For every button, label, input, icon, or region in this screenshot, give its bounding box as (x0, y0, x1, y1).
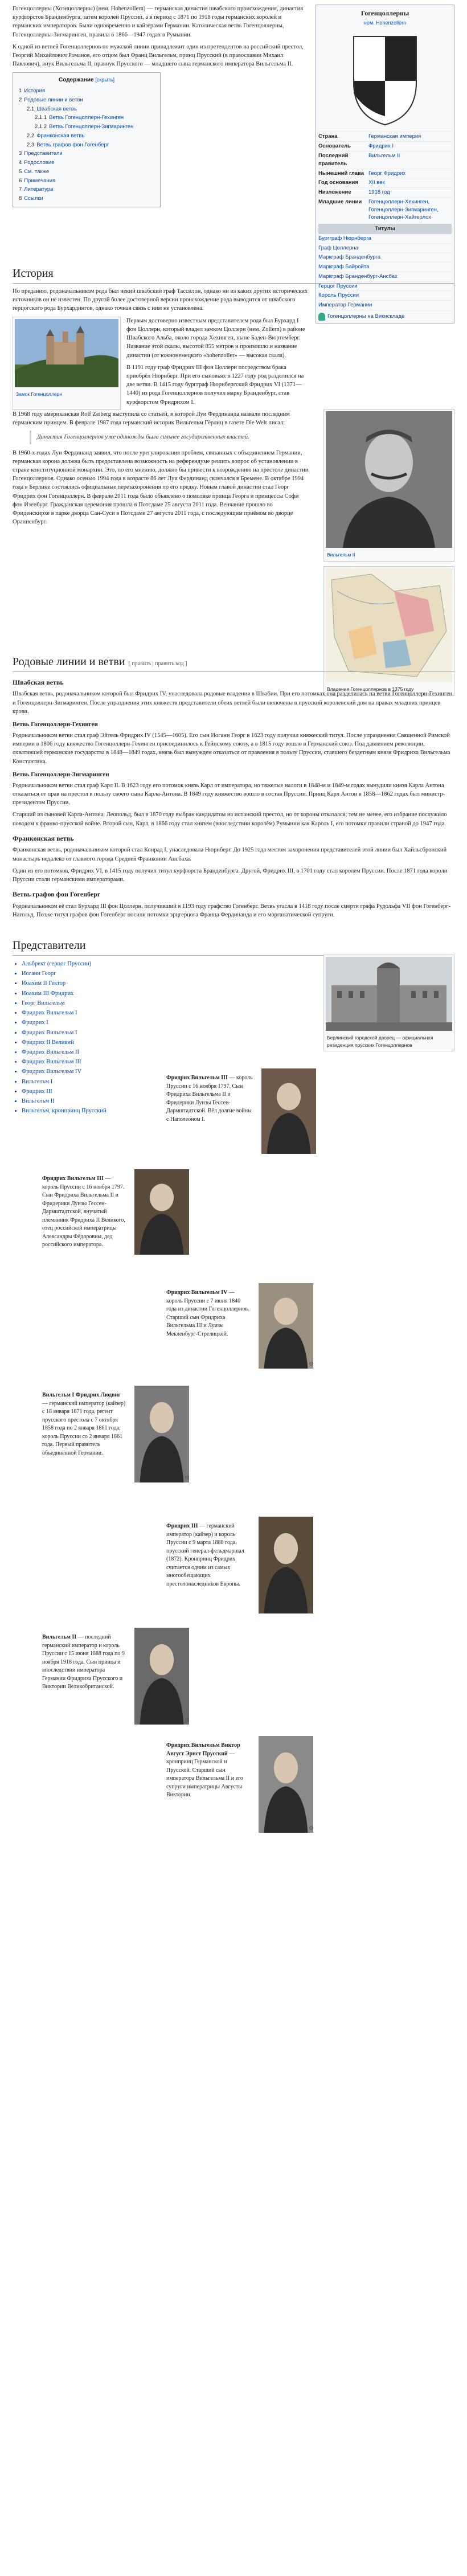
enlarge-icon[interactable]: ⚙ (312, 1146, 317, 1153)
toc-item[interactable] (19, 194, 154, 203)
representative-link[interactable]: • Вильгельм I (22, 1077, 249, 1087)
infobox-row-value[interactable]: Георг Фридрих (368, 170, 406, 177)
toc-item-number: 2.1.2 (35, 124, 47, 130)
toc-item[interactable] (19, 105, 154, 114)
portrait-name: Фридрих Вильгельм Виктор Август Эрнст Прусский (166, 1742, 240, 1757)
portrait-name: Фридрих Вильгельм III (42, 1176, 104, 1182)
toc-item[interactable] (19, 149, 154, 158)
toc-item[interactable] (19, 87, 154, 96)
infobox-title-item[interactable]: Император Германии (318, 301, 452, 310)
castle-caption: Замок Гогенцоллерн (16, 391, 62, 397)
portrait-description: — король Пруссии с 16 ноября 1797. Сын Фридриха Вильгельма II и Фридерики Луизы Гессен-Дармштадтской. Вёл долгие войны с Наполеоном I. (166, 1075, 253, 1123)
infobox-row-key: Нынешний глава (318, 170, 364, 177)
infobox-row (318, 132, 452, 141)
intro-paragraph: К одной из ветвей Гогенцоллернов по мужской линии принадлежит один из претендентов на российский престол, Георгий Михайлович Романов, его отцом был Франц Вильгельм, принц Прусский (в православии Михаил Павлович), внук Вильгельма II, правнук Прусского — младшего сына германского императора Вильгельма II. (13, 43, 304, 68)
enlarge-icon[interactable]: ⚙ (185, 1247, 190, 1254)
swabian-paragraph: Швабская ветвь, родоначальником которой был Фридрих IV, унаследовала родовые владения в Швабии. При его потомках она разделилась на ветви Гогенцоллерн-Гехинген и Гогенцоллерн-Зигмаринген. После упразднения этих княжеств представители обеих ветвей были включены в прусский королевский дом на правах младших принцев крови. (13, 691, 453, 715)
portrait-text (166, 1289, 252, 1338)
wilhelm-portrait (326, 411, 452, 548)
representative-link[interactable]: • Иоахим II Гектор (22, 978, 249, 988)
portrait-text (166, 1742, 252, 1800)
toc-item-label: История (24, 88, 46, 95)
infobox-row-value[interactable]: XII век (368, 179, 385, 186)
history-paragraph: Первым достоверно известным представителем рода был Бурхард I фон Цоллерн, который владел замком Цоллерн (нем. Zollern) в районе Швабского Альба, около города Хехинген, ныне Баден-Вюртемберг. Название этой скалы, высотой 855 метров и произошло и название династии (от южнонемецкого «hohenzoller» — высокая скала). (126, 317, 305, 359)
toc-item[interactable] (19, 96, 154, 105)
portrait-description: — германский император (кайзер) с 18 января 1871 года, регент прусского престола с 7 октября 1858 года по 2 января 1861 года, король Пруссии со 2 января 1861 года. Первый правитель объединённой Германии. (42, 1400, 126, 1456)
portrait-card[interactable] (166, 1517, 318, 1613)
portrait-description: — кронпринц Германской и Прусской. Старший сын императора Вильгельма II и его супруги императрицы Августы Виктории. (166, 1750, 243, 1798)
representative-link[interactable]: • Фридрих Вильгельм I (22, 1028, 249, 1038)
toc-item[interactable] (19, 132, 154, 141)
portrait-name: Фридрих Вильгельм IV (166, 1289, 228, 1296)
portrait-name: Вильгельм I Фридрих Людвиг (42, 1392, 121, 1398)
infobox-row-key: Страна (318, 133, 338, 140)
toc-item-label: Примечания (24, 177, 56, 184)
portrait-text (42, 1633, 128, 1692)
infobox-row-key: Последний правитель (318, 152, 349, 167)
portrait-card[interactable] (42, 1169, 194, 1255)
portrait-description: — король Пруссии с 7 июня 1840 года из династии Гогенцоллернов. Старший сын Фридриха Вильгельма III и Луизы Мекленбург-Стрелицкой. (166, 1289, 249, 1337)
palace-image (326, 957, 452, 1031)
history-paragraph: В 1191 году граф Фридрих III фон Цоллерн посредством брака приобрёл Нюрнберг. При его сыновьях в 1227 году род разделился на две ветви. В 1415 году бургграф Нюрнбергский Фридрих VI (1371—1440) из рода Гогенцоллернов получил марку Бранденбург, став курфюрстом Фридрихом I. (126, 364, 304, 406)
toc-item-label: Ветвь графов фон Гогенберг (36, 141, 109, 148)
lines-heading: Родовые линии и ветви (13, 656, 125, 668)
infobox-title-item[interactable]: Герцог Пруссии (318, 282, 452, 292)
toc-item[interactable] (19, 177, 154, 186)
toc-hide-link[interactable]: [скрыть] (95, 76, 114, 83)
hohenzollern-shield-icon (348, 31, 422, 128)
infobox-row-value[interactable]: Фридрих I (368, 143, 394, 150)
toc-item-number: 7 (19, 186, 22, 193)
wilhelm-thumb[interactable] (323, 409, 454, 562)
portrait-text (42, 1391, 128, 1457)
toc-item[interactable] (19, 158, 154, 167)
toc-item-number: 6 (19, 177, 22, 184)
portrait-card[interactable] (42, 1386, 194, 1482)
sigmaringen-paragraph: Родоначальником ветви стал граф Карл II. В 1623 году его потомок князь Карл от императора, но тяжелые налоги в 1848-м и 1849-м годах вынудили князя Карла Антона отказаться от прав на престол в пользу своего сына Карла-Антона. В 1849 году княжество вошло в состав Пруссии. Принц Карл Антон в 1858—1862 годах был министр-президентом Пруссии. (13, 782, 445, 806)
toc-item[interactable] (19, 113, 154, 122)
intro (13, 5, 309, 69)
sigmaringen-heading: Ветвь Гогенцоллерн-Зигмаринген (13, 771, 109, 778)
toc-item-number: 2.2 (27, 132, 35, 139)
portrait-card[interactable] (166, 1068, 321, 1154)
history-quote: Династия Гогенцоллернов уже одиножды была сильнее государственных властей. (30, 431, 293, 444)
portrait-text (166, 1074, 255, 1124)
toc-item-number: 2.3 (27, 141, 35, 148)
infobox-row-value[interactable]: Гогенцоллерн-Хехинген, Гогенцоллерн-Зигмаринген, Гогенцоллерн-Хайгерлох (368, 198, 439, 221)
infobox-title-item[interactable]: Маркграф Байройта (318, 263, 452, 272)
toc-item-label: Швабская ветвь (36, 105, 77, 112)
table-of-contents (13, 72, 161, 207)
history-paragraph: По преданию, родоначальником рода был некий швабский граф Тассилон, однако ни из каких других исторических источников он не известен. По другой более достоверной версии происхождение рода выводится от швабского герцогского рода Бурхардингов, однако точная связь с ним не установлена. (13, 288, 308, 312)
infobox-row-key: Низложение (318, 189, 351, 196)
hechingen-paragraph: Родоначальником ветви стал граф Эйтель Фридрих IV (1545—1605). Его сын Иоганн Георг в 1623 году получил княжеский титул. После упразднения Священной Римской империи в 1806 году княжество Гогенцоллерн-Гехинген присоединилось к Рейнскому союзу, а в 1815 году вошло в Германский союз. Под давлением революции, охватившей германские государства в 1848—1849 годах, князь был вынужден отказаться от правления в пользу Пруссии, ставшего бездетным князя Фридриха Вильгельма Константина. (13, 732, 450, 765)
infobox-row (318, 141, 452, 151)
representative-link[interactable]: • Георг Вильгельм (22, 998, 249, 1008)
representative-link[interactable]: • Альбрехт (герцог Пруссии) (22, 959, 249, 969)
wilhelm-caption: Вильгельм II (327, 552, 355, 558)
portrait-image (134, 1386, 189, 1482)
toc-item-label: См. также (24, 168, 50, 175)
portrait-image (259, 1736, 313, 1833)
enlarge-icon[interactable]: ⚙ (309, 1825, 314, 1832)
infobox-row (318, 178, 452, 187)
toc-item-number: 4 (19, 159, 22, 166)
hechingen-heading: Ветвь Гогенцоллерн-Гехинген (13, 721, 98, 728)
castle-thumb[interactable] (13, 317, 121, 410)
toc-items (19, 87, 154, 203)
toc-item-number: 3 (19, 150, 22, 157)
toc-item[interactable] (19, 122, 154, 132)
portrait-text (42, 1175, 128, 1250)
toc-item[interactable] (19, 185, 154, 194)
portrait-image (134, 1169, 189, 1255)
portrait-name: Фридрих III (166, 1523, 198, 1529)
infobox-row (318, 197, 452, 222)
toc-title: Содержание (59, 76, 94, 83)
infobox-row (318, 151, 452, 169)
toc-item-label: Родовые линии и ветви (24, 96, 83, 103)
commons-link[interactable]: Гогенцоллерны на Викискладе (318, 313, 452, 321)
toc-item-label: Ветвь Гогенцоллерн-Гехинген (49, 114, 124, 121)
representative-link[interactable]: • Фридрих Вильгельм IV (22, 1067, 249, 1076)
hohenberg-heading: Ветвь графов фон Гогенберг (13, 890, 101, 899)
toc-item-label: Родословие (24, 159, 55, 166)
representative-link[interactable]: • Иоахим III Фридрих (22, 989, 249, 998)
toc-item-label: Литература (24, 186, 54, 193)
portrait-card[interactable] (166, 1283, 318, 1369)
representatives-heading: Представители (13, 939, 86, 952)
portrait-description: — последний германский император и король Пруссии с 15 июня 1888 года по 9 ноября 1918 года. Сын принца и впоследствии императора Германии Фридриха Прусского и Виктории Великобританской. (42, 1634, 125, 1690)
history-paragraph: В 1968 году американская Rolf Zeiberg выступила со статьёй, в которой Луи Фердинанда назвали последним германским принцем. В феврале 1987 года германский историк Вильгельм Гёрлиц в газете Die Welt писал: (13, 411, 290, 427)
hohenberg-paragraph: Родоначальником её стал Бурхард III фон Цоллерн, получивший в 1193 году графство Гогенберг. Ветвь угасла в 1418 году после смерти графа Рудольфа VII фон Гогенберг-Нагольд. Позже титул графов фон Гогенберг носили потомки эрцгерцога Франца Фердинанда и его морганатической супруги. (13, 903, 451, 918)
representative-link[interactable]: • Фридрих III (22, 1087, 249, 1096)
toc-item-number: 8 (19, 195, 22, 202)
infobox-title-item[interactable]: Бургграф Нюрнберга (318, 234, 452, 244)
toc-item-number: 1 (19, 88, 22, 95)
enlarge-icon[interactable]: ⚙ (309, 1361, 314, 1367)
infobox-row-value[interactable]: Германская империя (368, 133, 421, 140)
map-caption: Владения Гогенцоллернов в 1375 году (327, 686, 414, 693)
infobox-title-item[interactable]: Король Пруссии (318, 291, 452, 301)
toc-item[interactable] (19, 141, 154, 150)
representative-link[interactable]: • Фридрих Вильгельм III (22, 1057, 249, 1067)
representative-link[interactable]: • Иоганн Георг (22, 969, 249, 978)
infobox-row-key: Основатель (318, 143, 351, 150)
intro-paragraph: Гогенцоллерны (Хоэнцоллерны) (нем. Hohenzollern) — германская династия швабского происхождения, династия курфюрстов Бранденбурга, затем королей Пруссии, а в период с 1871 по 1918 годы германских королей и германских императоров. Были одновременно и кайзерами Германии. Католическая ветвь Гогенцоллерны, Гогенцоллерны-Зигмаринген, правила в 1866—1947 годах в Румынии. (13, 6, 304, 38)
franconian-paragraph: Один из его потомков, Фридрих VI, в 1415 году получил титул курфюрста Бранденбурга. Другой, Фридрих III, в 1701 году стал королем Пруссии. После 1871 года короли Пруссии стали германскими императорами. (13, 867, 448, 883)
representative-link[interactable]: • Вильгельм II (22, 1096, 249, 1106)
portrait-image (259, 1517, 313, 1613)
infobox-title-item[interactable]: Маркграф Бранденбург-Ансбах (318, 272, 452, 282)
toc-item-number: 2.1 (27, 105, 35, 112)
toc-item-label: Представители (24, 150, 63, 157)
infobox-subtitle[interactable]: нем. Hohenzollern (363, 20, 407, 26)
infobox-row-value[interactable]: Вильгельм II (368, 152, 400, 159)
portrait-card[interactable] (42, 1628, 194, 1725)
portrait-name: Фридрих Вильгельм III (166, 1075, 228, 1081)
palace-caption: Берлинский городской дворец — официальная резиденция прусских Гогенцоллернов (327, 1035, 433, 1048)
infobox-row-value[interactable]: 1918 год (368, 189, 390, 196)
infobox-row-key: Младшие линии (318, 198, 362, 205)
infobox-rows (318, 132, 452, 222)
enlarge-icon[interactable]: ⚙ (185, 1717, 190, 1723)
infobox-row (318, 169, 452, 178)
enlarge-icon[interactable]: ⚙ (309, 1606, 314, 1612)
infobox-title: Гогенцоллерны (361, 9, 409, 17)
representative-link[interactable]: • Фридрих II Великий (22, 1038, 249, 1047)
toc-item-number: 5 (19, 168, 22, 175)
history-heading: История (13, 267, 54, 280)
toc-item-label: Ссылки (24, 195, 43, 202)
infobox-title-item[interactable]: Маркграф Бранденбурга (318, 253, 452, 263)
toc-item-label: Франконская ветвь (36, 132, 85, 139)
infobox-row (318, 187, 452, 197)
representative-link[interactable]: • Фридрих Вильгельм I (22, 1008, 249, 1018)
infobox-row-key: Год основания (318, 179, 358, 186)
sigmaringen-paragraph: Старший из сыновей Карла-Антона, Леопольд, был в 1870 году выбран кандидатом на испанский престол, но от короны отказался; тем не менее, его избрание послужило поводом к франко-прусской войне. Второй сын, Карл, в 1866 году стал князем (впоследствии королём) Румынии как Кароль I, его потомки правили страной до 1947 года. (13, 812, 447, 827)
lines-edit-link[interactable]: [ править | править код ] (128, 661, 187, 667)
representative-link[interactable]: • Фридрих Вильгельм II (22, 1047, 249, 1057)
portrait-text (166, 1522, 252, 1588)
portrait-description: — король Пруссии с 16 ноября 1797. Сын Фридриха Вильгельма II и Фридерики Луизы Гессен-Дармштадтской, внучатый племянник Фридриха II Великого, отец российской императрицы Александры Фёдоровны, дед российского императора. (42, 1176, 125, 1248)
toc-item-label: Ветвь Гогенцоллерн-Зигмаринген (49, 124, 134, 130)
article (13, 5, 454, 1832)
portrait-name: Вильгельм II (42, 1634, 77, 1640)
portrait-description: — германский император (кайзер) и король Пруссии с 9 марта 1888 года, прусский генерал-фельдмаршал (1872). Кронпринц Фридрих считается одним из самых многообещающих престолонаследников Европы. (166, 1523, 244, 1587)
enlarge-icon[interactable]: ⚙ (185, 1475, 190, 1481)
toc-item-number: 2.1.1 (35, 114, 47, 121)
swabian-heading: Швабская ветвь (13, 678, 64, 686)
representative-link[interactable]: • Фридрих I (22, 1018, 249, 1027)
portrait-image (134, 1628, 189, 1725)
infobox-titles-heading: Титулы (318, 224, 452, 234)
portrait-image (259, 1283, 313, 1369)
toc-item[interactable] (19, 167, 154, 177)
franconian-paragraph: Франконская ветвь, родоначальником которой стал Конрад I, унаследовала Нюрнберг. До 1925 года местом захоронения представителей этой линии был Хайльсбронский монастырь недалеко от главного города Средней Франконии Ансбаха. (13, 847, 447, 862)
infobox-title-item[interactable]: Граф Цоллерна (318, 244, 452, 253)
coat-of-arms-image[interactable] (318, 29, 452, 129)
portrait-card[interactable] (166, 1736, 318, 1833)
castle-image (15, 319, 118, 387)
portrait-image (261, 1068, 316, 1154)
toc-item-number: 2 (19, 96, 22, 103)
representative-link[interactable]: • Вильгельм, кронпринц Прусский (22, 1106, 249, 1116)
palace-thumb[interactable] (323, 955, 454, 1051)
lines-section (13, 648, 454, 923)
franconian-heading: Франконская ветвь (13, 834, 74, 842)
history-paragraph: В 1960-х годах Луи Фердинанд заявил, что после урегулирования проблем, связанных с объединением Германии, германская корона должна быть предоставлена возможность на референдуме решить вопрос об установлении в стране конституционной монархии. Это, по его мнению, должно бы привести к возрождению на престоле династии Гогенцоллернов. Однако осенью 1994 года в возрасте 86 лет Луи Фердинанд скончался в Бремене. В октябре 1994 года в Берлине состоялись официальные перезахоронения по его предку. Новым главой династии стал Георг Фридрих фон Гогенцоллерн. В феврале 2011 года было объявлено о помолвке принца Георга и принцессы Софи фон Изенбург. Гражданская церемония прошла в Потсдаме 25 августа 2011 года. Венчание прошло во Фриденскирхе в парке дворца Сан-Суси в Потсдаме 27 августа 2011 года, с последующим приёмом во дворце Ораниенбург. (13, 449, 309, 526)
